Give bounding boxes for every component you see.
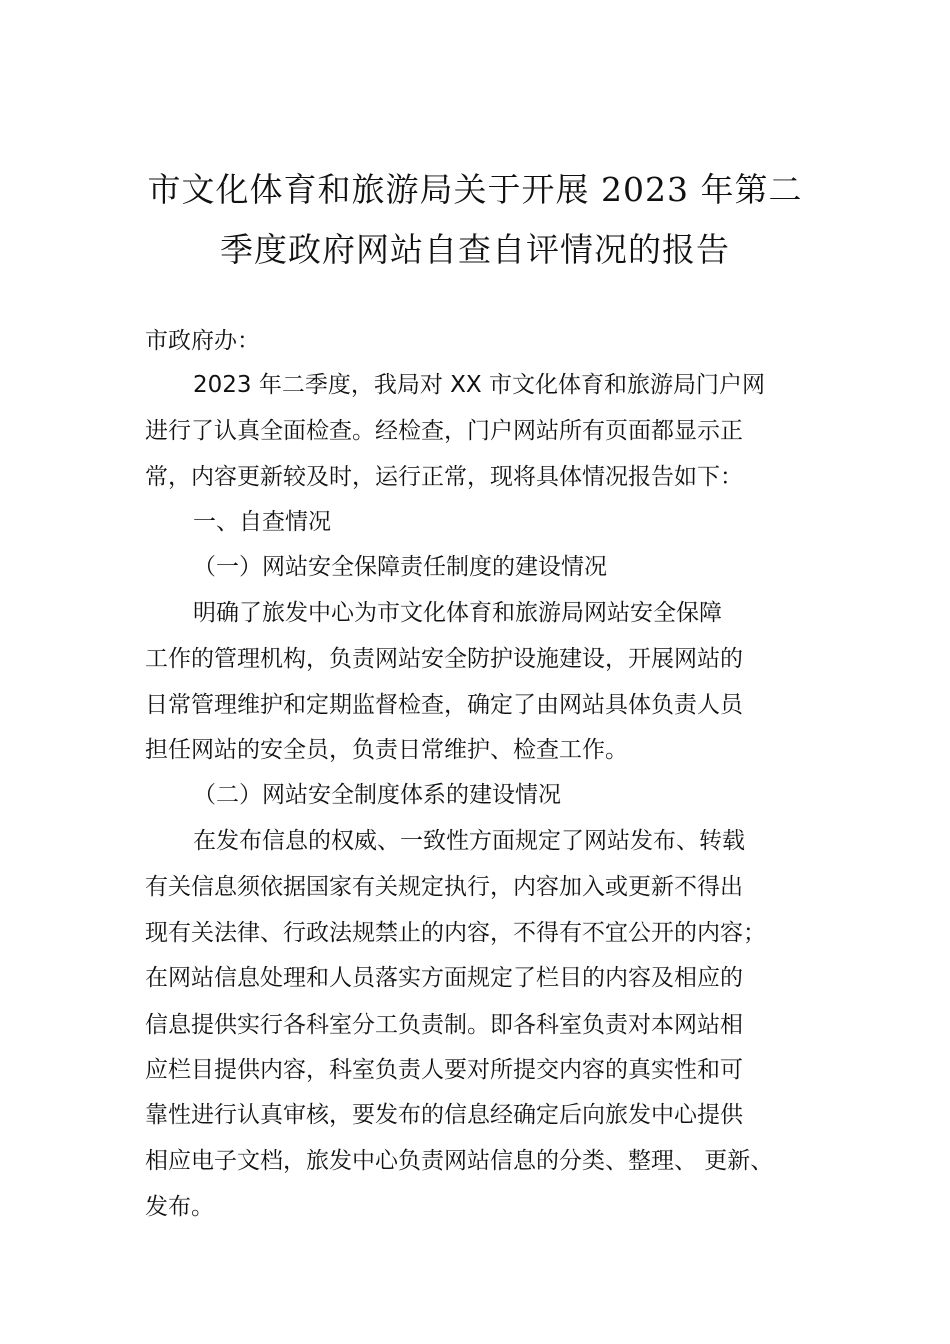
intro-line: 进行了认真全面检查。经检查，门户网站所有页面都显示正 bbox=[145, 418, 743, 444]
body-line: 工作的管理机构，负责网站安全防护设施建设，开展网站的 bbox=[145, 646, 743, 672]
body-line: 在网站信息处理和人员落实方面规定了栏目的内容及相应的 bbox=[145, 965, 743, 991]
body-line: 在发布信息的权威、一致性方面规定了网站发布、转载 bbox=[193, 828, 745, 854]
body-line: 应栏目提供内容，科室负责人要对所提交内容的真实性和可 bbox=[145, 1057, 743, 1083]
section-heading: 一、自查情况 bbox=[193, 509, 331, 535]
salutation: 市政府办： bbox=[145, 328, 260, 354]
body-line: 明确了旅发中心为市文化体育和旅游局网站安全保障 bbox=[193, 600, 722, 626]
intro-line: 2023 年二季度，我局对 XX 市文化体育和旅游局门户网 bbox=[193, 372, 765, 398]
body-line: 现有关法律、行政法规禁止的内容，不得有不宜公开的内容； bbox=[145, 920, 766, 946]
body-line: 相应电子文档，旅发中心负责网站信息的分类、整理、 更新、 bbox=[145, 1148, 774, 1174]
body-line: 日常管理维护和定期监督检查，确定了由网站具体负责人员 bbox=[145, 692, 743, 718]
subsection-heading: （二）网站安全制度体系的建设情况 bbox=[193, 782, 561, 808]
intro-line: 常，内容更新较及时，运行正常，现将具体情况报告如下： bbox=[145, 464, 743, 490]
title-line-2: 季度政府网站自查自评情况的报告 bbox=[220, 230, 730, 269]
body-line: 发布。 bbox=[145, 1194, 214, 1220]
body-line: 担任网站的安全员，负责日常维护、检查工作。 bbox=[145, 737, 628, 763]
body-line: 有关信息须依据国家有关规定执行，内容加入或更新不得出 bbox=[145, 874, 743, 900]
body-line: 信息提供实行各科室分工负责制。即各科室负责对本网站相 bbox=[145, 1012, 743, 1038]
body-line: 靠性进行认真审核，要发布的信息经确定后向旅发中心提供 bbox=[145, 1102, 743, 1128]
title-line-1: 市文化体育和旅游局关于开展 2023 年第二 bbox=[147, 170, 803, 209]
subsection-heading: （一）网站安全保障责任制度的建设情况 bbox=[193, 554, 607, 580]
